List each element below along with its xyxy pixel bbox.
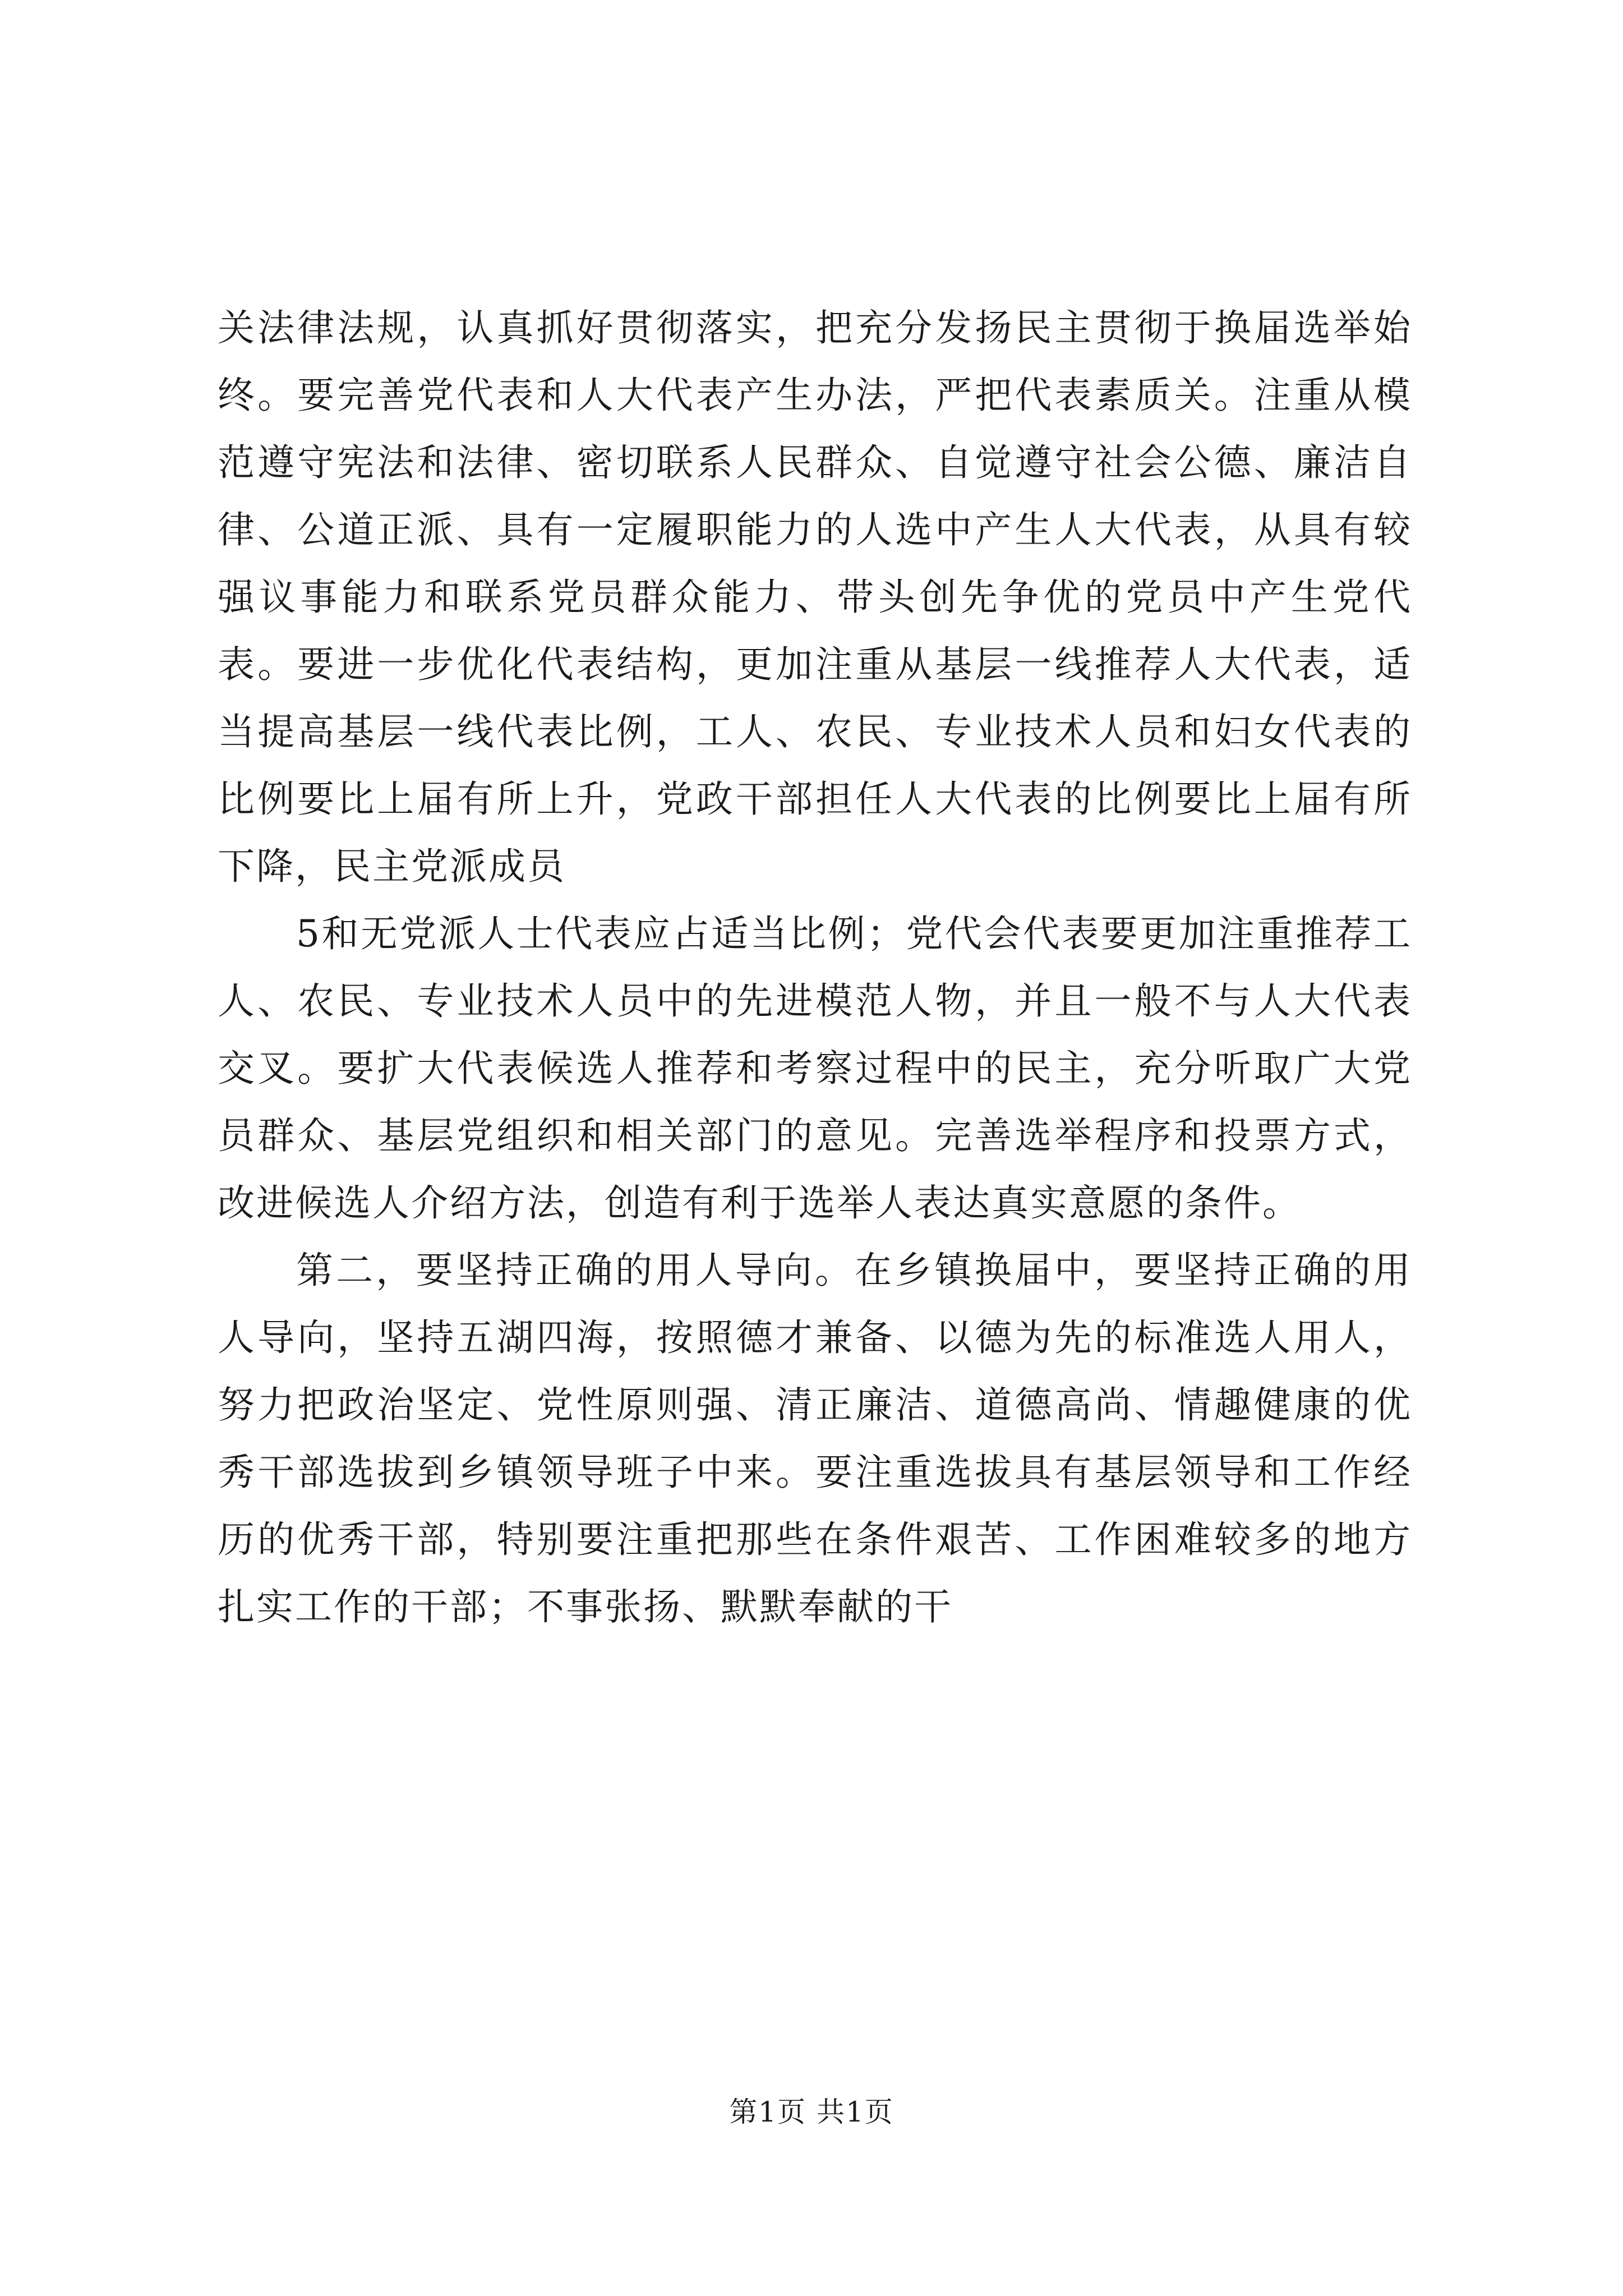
paragraph-1: 关法律法规，认真抓好贯彻落实，把充分发扬民主贯彻于换届选举始终。要完善党代表和人大代表产生办法，严把代表素质关。注重从模范遵守宪法和法律、密切联系人民群众、自觉遵守社会公德、廉洁自律、公道正派、具有一定履职能力的人选中产生人大代表，从具有较强议事能力和联系党员群众能力、带头创先争优的党员中产生党代表。要进一步优化代表结构，更加注重从基层一线推荐人大代表，适当提高基层一线代表比例，工人、农民、专业技术人员和妇女代表的比例要比上届有所上升，党政干部担任人大代表的比例要比上届有所下降，民主党派成员: [218, 306, 1412, 888]
paragraph-2: 5和无党派人士代表应占适当比例；党代会代表要更加注重推荐工人、农民、专业技术人员中的先进模范人物，并且一般不与人大代表交叉。要扩大代表候选人推荐和考察过程中的民主，充分听取广大党员群众、基层党组织和相关部门的意见。完善选举程序和投票方式，改进候选人介绍方法，创造有利于选举人表达真实意愿的条件。: [218, 912, 1412, 1225]
paragraph-3: 第二，要坚持正确的用人导向。在乡镇换届中，要坚持正确的用人导向，坚持五湖四海，按照德才兼备、以德为先的标准选人用人，努力把政治坚定、党性原则强、清正廉洁、道德高尚、情趣健康的优秀干部选拔到乡镇领导班子中来。要注重选拔具有基层领导和工作经历的优秀干部，特别要注重把那些在条件艰苦、工作困难较多的地方扎实工作的干部；不事张扬、默默奉献的干: [218, 1249, 1412, 1628]
document-body: [218, 295, 1412, 1641]
page-number-footer: 第1页 共1页: [729, 2096, 894, 2128]
